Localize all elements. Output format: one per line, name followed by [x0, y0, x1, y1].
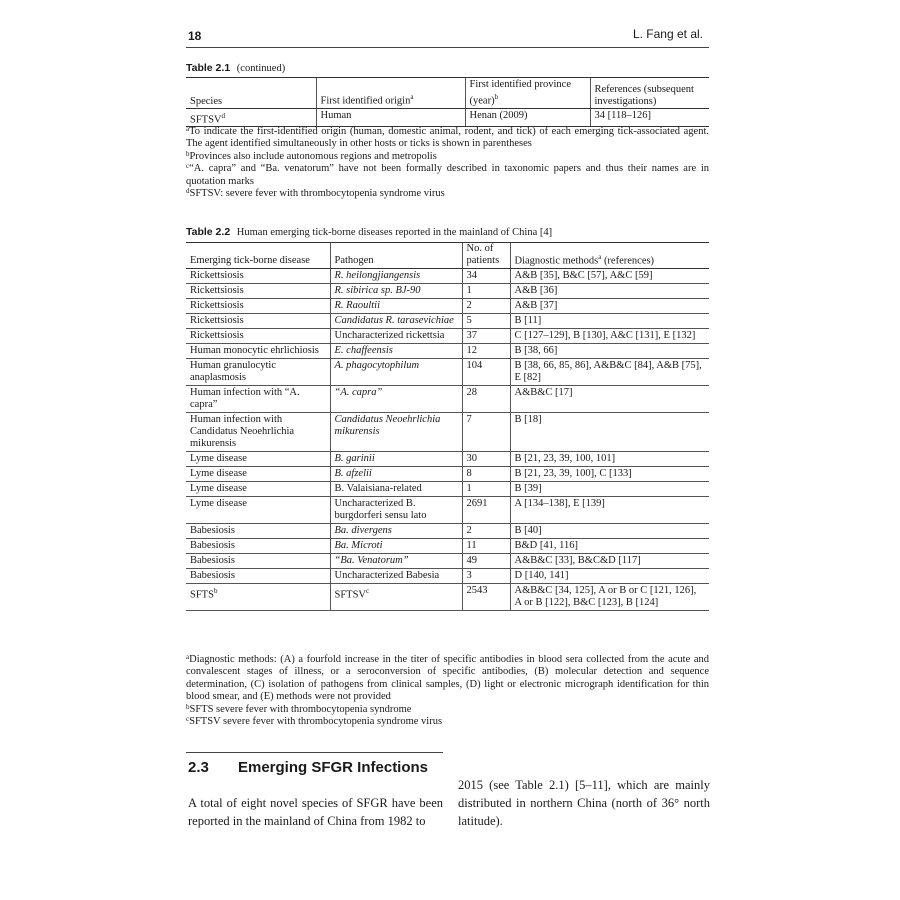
cell-disease: Lyme disease — [186, 452, 330, 467]
cell-disease: Babesiosis — [186, 569, 330, 584]
table-2-1-caption — [186, 62, 285, 74]
cell-methods: C [127–129], B [130], A&C [131], E [132] — [510, 329, 709, 344]
t1-cell-province: Henan (2009) — [465, 108, 590, 127]
cell-methods: A&B [36] — [510, 284, 709, 299]
table-row — [186, 554, 709, 569]
t2-header-disease: Emerging tick-borne disease — [186, 243, 330, 269]
body-column-right — [458, 776, 710, 830]
cell-pathogen: B. garinii — [330, 452, 462, 467]
cell-disease: Babesiosis — [186, 554, 330, 569]
cell-pathogen: R. Raoultii — [330, 299, 462, 314]
page-number: 18 — [188, 29, 202, 43]
cell-disease: Babesiosis — [186, 539, 330, 554]
cell-disease: Human granulocytic anaplasmosis — [186, 359, 330, 386]
table-2-2-label: Table 2.2 — [186, 226, 231, 238]
cell-pathogen: “Ba. Venatorum” — [330, 554, 462, 569]
cell-pathogen: Uncharacterized Babesia — [330, 569, 462, 584]
t2-header-methods: Diagnostic methods$^a$ (references) — [510, 243, 709, 269]
body-column-left — [188, 794, 443, 830]
t1-cell-origin: Human — [316, 108, 465, 127]
cell-patients: 7 — [462, 413, 510, 452]
cell-methods: A&B&C [34, 125], A or B or C [121, 126], A or B [122], B&C [123], B [124] — [510, 584, 709, 611]
cell-pathogen: B. Valaisiana-related — [330, 482, 462, 497]
cell-pathogen: Candidatus Neoehrlichia mikurensis — [330, 413, 462, 452]
cell-disease: SFTS$^b$ — [186, 584, 330, 611]
table-2-1-footnotes — [186, 126, 709, 200]
cell-disease: Rickettsiosis — [186, 284, 330, 299]
cell-methods: B [21, 23, 39, 100, 101] — [510, 452, 709, 467]
cell-methods: A [134–138], E [139] — [510, 497, 709, 524]
cell-patients: 3 — [462, 569, 510, 584]
cell-methods: D [140, 141] — [510, 569, 709, 584]
footnote: $^a$To indicate the first-identified origin (human, domestic animal, rodent, and tick) of each emerging tick-associated agent. The agent identified simultaneously in other hosts or ticks is shown in parentheses — [186, 125, 709, 150]
cell-pathogen: R. heilongjiangensis — [330, 269, 462, 284]
table-2-2 — [186, 242, 709, 611]
table-row — [186, 524, 709, 539]
table-row — [186, 314, 709, 329]
cell-pathogen: Candidatus R. tarasevichiae — [330, 314, 462, 329]
cell-patients: 28 — [462, 386, 510, 413]
footnote: $^c$SFTSV severe fever with thrombocytopenia syndrome virus — [186, 715, 443, 728]
cell-pathogen: A. phagocytophilum — [330, 359, 462, 386]
cell-patients: 2 — [462, 524, 510, 539]
cell-disease: Human infection with Candidatus Neoehrlichia mikurensis — [186, 413, 330, 452]
cell-methods: A&B [35], B&C [57], A&C [59] — [510, 269, 709, 284]
cell-disease: Rickettsiosis — [186, 329, 330, 344]
table-2-1 — [186, 77, 709, 127]
t1-header-province: First identified province (year)$^b$ — [465, 78, 590, 109]
table-2-2-header-row — [186, 243, 709, 269]
table-row — [186, 482, 709, 497]
table-2-1-caption-text: (continued) — [236, 63, 286, 74]
cell-disease: Human monocytic ehrlichiosis — [186, 344, 330, 359]
cell-patients: 12 — [462, 344, 510, 359]
t2-header-patients: No. of patients — [462, 243, 510, 269]
table-row — [186, 269, 709, 284]
table-2-2-body — [186, 269, 709, 611]
cell-methods: A&B [37] — [510, 299, 709, 314]
cell-disease: Lyme disease — [186, 482, 330, 497]
cell-pathogen: Ba. Microti — [330, 539, 462, 554]
table-2-1-header-row — [186, 78, 709, 109]
cell-disease: Rickettsiosis — [186, 269, 330, 284]
cell-methods: B [38, 66, 85, 86], A&B&C [84], A&B [75], E [82] — [510, 359, 709, 386]
cell-pathogen: R. sibirica sp. BJ-90 — [330, 284, 462, 299]
footnote: $^b$SFTS severe fever with thrombocytopenia syndrome — [186, 702, 412, 715]
t1-cell-references: 34 [118–126] — [590, 108, 709, 127]
cell-pathogen: “A. capra” — [330, 386, 462, 413]
cell-methods: A&B&C [33], B&C&D [117] — [510, 554, 709, 569]
table-2-2-caption-text: Human emerging tick-borne diseases reported in the mainland of China [4] — [236, 227, 553, 238]
table-row — [186, 299, 709, 314]
t1-header-references: References (subsequent investigations) — [590, 78, 709, 109]
paragraph: A total of eight novel species of SFGR have been reported in the mainland of China from 1982 to — [188, 796, 443, 828]
cell-patients: 49 — [462, 554, 510, 569]
paragraph: 2015 (see Table 2.1) [5–11], which are mainly distributed in northern China (north of 36° north latitude). — [458, 778, 710, 828]
table-row — [186, 413, 709, 452]
table-2-1-label: Table 2.1 — [186, 62, 231, 74]
t2-header-pathogen: Pathogen — [330, 243, 462, 269]
table-row — [186, 386, 709, 413]
cell-patients: 2691 — [462, 497, 510, 524]
table-row — [186, 284, 709, 299]
cell-patients: 2 — [462, 299, 510, 314]
cell-pathogen: Ba. divergens — [330, 524, 462, 539]
footnote: $^a$Diagnostic methods: (A) a fourfold increase in the titer of specific antibodies in blood sera collected from the acute and convalescent stages of illness, or a seroconversion of specific antibodies, (B) molecular detection and sequence determination, (C) isolation of pathogens from clinical samples, (D) light or electronic micrograph identification for thin blood smear, and (E) methods were not provided — [186, 653, 709, 703]
table-row — [186, 467, 709, 482]
cell-disease: Lyme disease — [186, 467, 330, 482]
footnote: $^c$“A. capra” and “Ba. venatorum” have not been formally described in taxonomic papers and thus their names are in quotation marks — [186, 162, 709, 187]
t1-cell-species: SFTSV$^d$ — [186, 108, 316, 127]
cell-disease: Human infection with “A. capra” — [186, 386, 330, 413]
cell-methods: B [38, 66] — [510, 344, 709, 359]
cell-methods: A&B&C [17] — [510, 386, 709, 413]
cell-patients: 2543 — [462, 584, 510, 611]
table-row — [186, 497, 709, 524]
t1-header-origin: First identified origin$^a$ — [316, 78, 465, 109]
section-title: Emerging SFGR Infections — [238, 759, 429, 776]
footnote: $^d$SFTSV: severe fever with thrombocytopenia syndrome virus — [186, 187, 445, 200]
cell-methods: B [18] — [510, 413, 709, 452]
table-row — [186, 359, 709, 386]
table-2-2-caption — [186, 226, 552, 238]
cell-disease: Rickettsiosis — [186, 314, 330, 329]
cell-disease: Rickettsiosis — [186, 299, 330, 314]
cell-disease: Lyme disease — [186, 497, 330, 524]
cell-patients: 11 — [462, 539, 510, 554]
table-2-2-footnotes — [186, 654, 709, 728]
running-head-authors: L. Fang et al. — [632, 27, 703, 41]
table-row — [186, 452, 709, 467]
cell-pathogen: SFTSV$^c$ — [330, 584, 462, 611]
table-row — [186, 108, 709, 127]
cell-methods: B [39] — [510, 482, 709, 497]
cell-patients: 104 — [462, 359, 510, 386]
cell-patients: 8 — [462, 467, 510, 482]
cell-patients: 1 — [462, 482, 510, 497]
table-row — [186, 344, 709, 359]
table-row — [186, 329, 709, 344]
cell-patients: 34 — [462, 269, 510, 284]
cell-pathogen: E. chaffeensis — [330, 344, 462, 359]
table-row — [186, 539, 709, 554]
section-number: 2.3 — [188, 759, 209, 776]
cell-methods: B&D [41, 116] — [510, 539, 709, 554]
cell-methods: B [40] — [510, 524, 709, 539]
cell-pathogen: B. afzelii — [330, 467, 462, 482]
cell-disease: Babesiosis — [186, 524, 330, 539]
cell-patients: 5 — [462, 314, 510, 329]
cell-patients: 37 — [462, 329, 510, 344]
cell-methods: B [21, 23, 39, 100], C [133] — [510, 467, 709, 482]
cell-patients: 1 — [462, 284, 510, 299]
cell-pathogen: Uncharacterized B. burgdorferi sensu lato — [330, 497, 462, 524]
section-rule — [186, 752, 443, 753]
cell-pathogen: Uncharacterized rickettsia — [330, 329, 462, 344]
header-rule — [186, 47, 709, 48]
t1-header-species: Species — [186, 78, 316, 109]
cell-patients: 30 — [462, 452, 510, 467]
table-row — [186, 569, 709, 584]
table-row — [186, 584, 709, 611]
cell-methods: B [11] — [510, 314, 709, 329]
footnote: $^b$Provinces also include autonomous regions and metropolis — [186, 149, 437, 162]
